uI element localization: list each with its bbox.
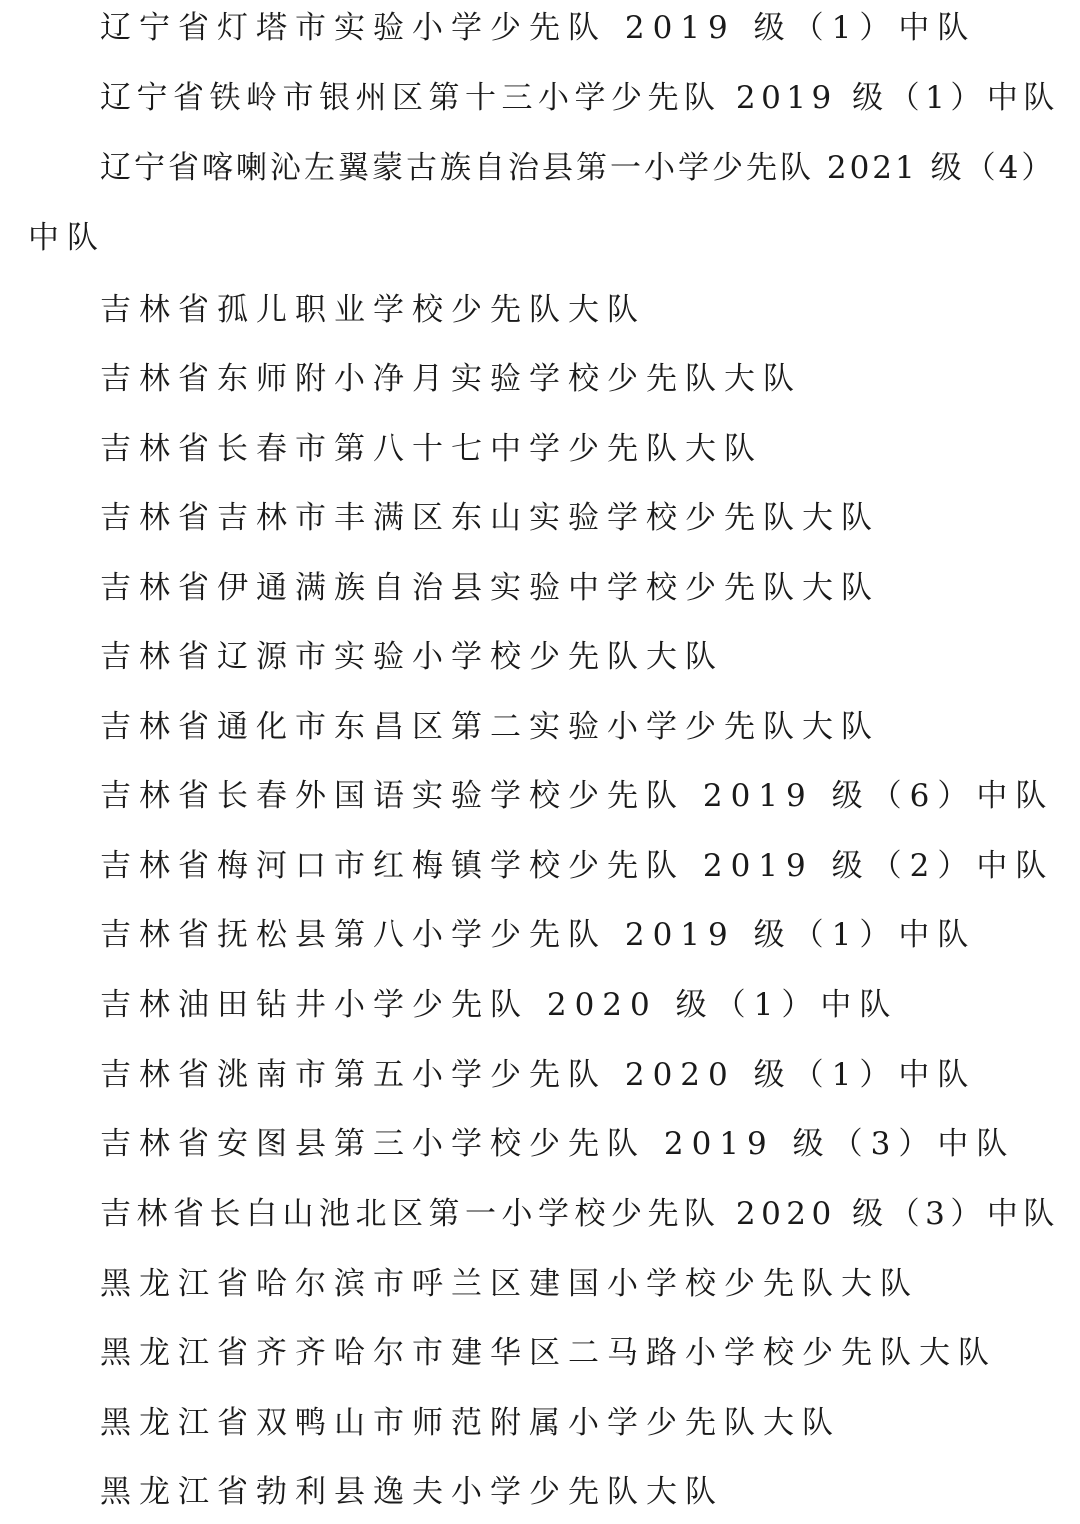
list-item: 吉林省通化市东昌区第二实验小学少先队大队 xyxy=(100,709,880,745)
list-item: 黑龙江省勃利县逸夫小学少先队大队 xyxy=(100,1474,724,1510)
list-item: 吉林省孤儿职业学校少先队大队 xyxy=(100,292,646,328)
list-item: 辽宁省铁岭市银州区第十三小学少先队 2019 级（1）中队 xyxy=(100,80,1060,116)
list-item: 吉林省伊通满族自治县实验中学校少先队大队 xyxy=(100,570,880,606)
list-item: 吉林省安图县第三小学校少先队 2019 级（3）中队 xyxy=(100,1126,1016,1162)
list-item-continuation: 中队 xyxy=(28,220,106,256)
list-item: 吉林省吉林市丰满区东山实验学校少先队大队 xyxy=(100,500,880,536)
list-item: 黑龙江省哈尔滨市呼兰区建国小学校少先队大队 xyxy=(100,1266,919,1302)
list-item: 辽宁省喀喇沁左翼蒙古族自治县第一小学少先队 2021 级（4） xyxy=(100,150,1056,186)
list-item: 辽宁省灯塔市实验小学少先队 2019 级（1）中队 xyxy=(100,10,977,46)
list-item: 吉林省抚松县第八小学少先队 2019 级（1）中队 xyxy=(100,917,977,953)
list-item: 吉林省长春外国语实验学校少先队 2019 级（6）中队 xyxy=(100,778,1055,814)
list-item: 吉林省长白山池北区第一小学校少先队 2020 级（3）中队 xyxy=(100,1196,1060,1232)
list-item: 吉林油田钻井小学少先队 2020 级（1）中队 xyxy=(100,987,899,1023)
list-item: 吉林省梅河口市红梅镇学校少先队 2019 级（2）中队 xyxy=(100,848,1055,884)
list-item: 吉林省东师附小净月实验学校少先队大队 xyxy=(100,361,802,397)
list-item: 吉林省长春市第八十七中学少先队大队 xyxy=(100,431,763,467)
list-item: 黑龙江省齐齐哈尔市建华区二马路小学校少先队大队 xyxy=(100,1335,997,1371)
list-item: 吉林省辽源市实验小学校少先队大队 xyxy=(100,639,724,675)
list-item: 吉林省洮南市第五小学少先队 2020 级（1）中队 xyxy=(100,1057,977,1093)
list-item: 黑龙江省双鸭山市师范附属小学少先队大队 xyxy=(100,1405,841,1441)
